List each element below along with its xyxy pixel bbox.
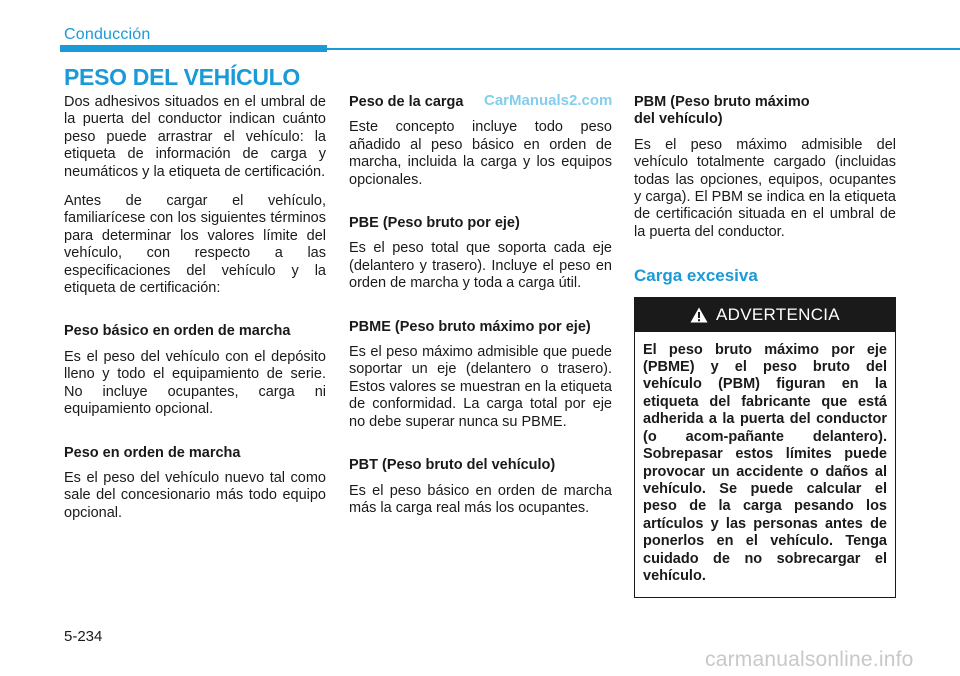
column-left	[64, 94, 326, 534]
paragraph-pbt: Es el peso básico en orden de marcha más la carga real más los ocupantes.	[349, 482, 612, 516]
subhead-overload: Carga excesiva	[634, 266, 758, 286]
column-right	[634, 94, 896, 598]
paragraph-pbe: Es el peso total que soporta cada eje (delantero y trasero). Incluye el peso en orden de marcha y toda a carga útil.	[349, 240, 612, 292]
paragraph-basic-weight: Es el peso del vehículo con el depósito lleno y todo el equipamiento de serie. No incluye ocupantes, carga ni equipamiento opcional.	[64, 348, 326, 418]
watermark-top: CarManuals2.com	[484, 92, 613, 109]
paragraph-load-weight: Este concepto incluye todo peso añadido al peso básico en orden de marcha, incluida la carga y los equipos opcionales.	[349, 119, 612, 188]
column-middle	[349, 94, 612, 529]
warning-text: El peso bruto máximo por eje (PBME) y el peso bruto del vehículo (PBM) figuran en la etiqueta del fabricante que está adherida a la puerta del conductor (o acom-pañante delantero). Sobrepasar estos límites puede provocar un accidente o daños al vehículo. Se puede calcular el peso de la carga pesando los artículos y las personas antes de ponerlos en el vehículo. Tenga cuidado de no sobrecargar el vehículo.	[643, 341, 887, 584]
page-title: PESO DEL VEHÍCULO	[64, 64, 301, 90]
heading-basic-weight: Peso básico en orden de marcha	[64, 323, 291, 340]
header-rule-thick	[60, 45, 327, 52]
intro-paragraph-2: Antes de cargar el vehículo, familiarícese con los siguientes términos para determinar los valores límite del vehículo, con respecto a las especificaciones del vehículo y la etiqueta de certificación:	[64, 193, 326, 297]
header-rule-thin	[327, 48, 960, 50]
warning-triangle-icon	[690, 307, 708, 323]
heading-running-weight: Peso en orden de marcha	[64, 444, 241, 461]
heading-pbme: PBME (Peso bruto máximo por eje)	[349, 318, 591, 335]
paragraph-pbme: Es el peso máximo admisible que puede soportar un eje (delantero o trasero). Estos valores se muestran en la etiqueta de conformidad. La carga total por eje no debe superar nunca su PBME.	[349, 344, 612, 430]
intro-paragraph: Dos adhesivos situados en el umbral de la puerta del conductor indican cuánto peso puede arrastrar el vehículo: la etiqueta de información de carga y neumáticos y la etiqueta de certificación.	[64, 94, 326, 180]
heading-pbe: PBE (Peso bruto por eje)	[349, 215, 520, 232]
warning-box	[634, 297, 896, 599]
heading-pbt: PBT (Peso bruto del vehículo)	[349, 457, 556, 474]
warning-label: ADVERTENCIA	[716, 304, 840, 324]
page-number: 5-234	[64, 628, 103, 645]
heading-load-weight: Peso de la carga	[349, 94, 464, 110]
warning-header	[635, 298, 895, 332]
section-label: Conducción	[64, 26, 151, 43]
paragraph-running-weight: Es el peso del vehículo nuevo tal como sale del concesionario más todo equipo opcional.	[64, 469, 326, 521]
paragraph-pbm: Es el peso máximo admisible del vehículo totalmente cargado (incluidas todas las opciones, equipos, ocupantes y carga). El PBM se indica en la etiqueta de certificación situada en el umbral de la puerta del conductor.	[634, 136, 896, 240]
watermark-bottom: carmanualsonline.info	[705, 648, 914, 671]
heading-pbm: PBM (Peso bruto máximo del vehículo)	[634, 94, 810, 128]
